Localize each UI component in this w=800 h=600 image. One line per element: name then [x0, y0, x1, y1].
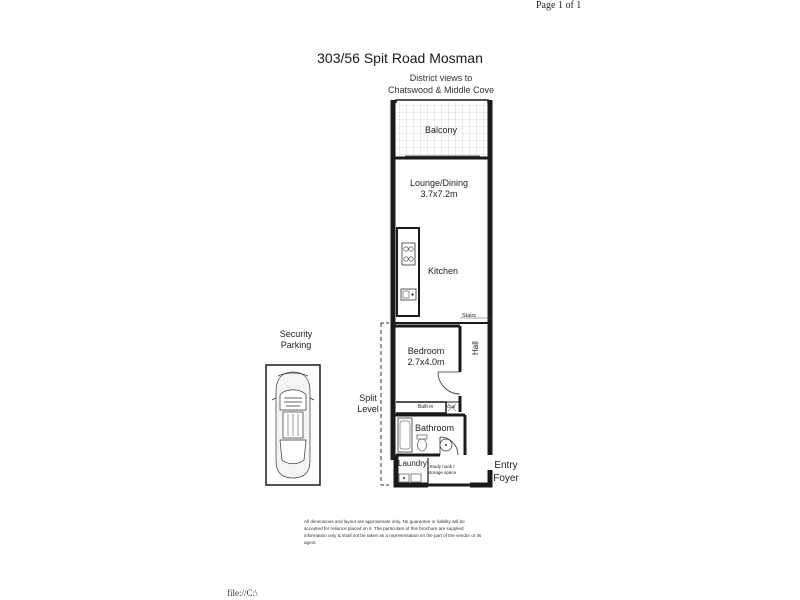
room-lounge-name: Lounge/Dining: [409, 178, 469, 188]
room-bedroom: [407, 346, 444, 368]
room-cupboard: Cup: [447, 404, 456, 409]
basin-drain: [445, 444, 447, 446]
room-bedroom-size: 2.7x4.0m: [407, 357, 445, 367]
views-note-line-2: Chatswood & Middle Cove: [387, 85, 495, 95]
room-study-line-1: Study nook /: [429, 464, 455, 469]
room-study-line-2: storage space: [427, 470, 457, 475]
balcony-railing: [396, 100, 488, 103]
room-lounge-dining: [410, 178, 468, 200]
split-level-line-1: Split: [359, 393, 377, 403]
plan-title: 303/56 Spit Road Mosman: [317, 50, 483, 66]
laundry-tub-drain: [403, 477, 405, 479]
security-parking-line-2: Parking: [280, 340, 312, 350]
room-study-nook: [428, 464, 456, 476]
security-parking-label: [280, 329, 313, 351]
kitchen-bench: [397, 228, 419, 316]
room-bathroom: Bathroom: [415, 423, 455, 433]
toilet-cistern: [417, 435, 427, 439]
car-icon: [272, 372, 314, 478]
room-laundry: Laundry: [398, 459, 427, 468]
split-level-label: [357, 393, 379, 415]
security-parking-line-1: Security: [279, 329, 313, 339]
file-path: file://C:\: [227, 588, 258, 598]
room-kitchen: Kitchen: [427, 266, 459, 276]
disclaimer-text: All dimensions and layout are approximate only. No guarantee or liability will be accepted for reliance placed on it. The particulars of this brochure are supplied information only & shall not be taken as a representation on the part of the vendor or its agent.: [304, 519, 482, 545]
room-hall: Hall: [471, 341, 480, 355]
room-built-in: Built-in: [418, 404, 434, 410]
entry-foyer-line-1: Entry: [494, 460, 518, 471]
cooktop-icon: [402, 243, 415, 265]
views-note-line-1: District views to: [409, 73, 473, 83]
split-level-line-2: Level: [357, 404, 379, 414]
room-bedroom-name: Bedroom: [407, 346, 445, 356]
room-balcony: Balcony: [424, 125, 458, 135]
room-lounge-size: 3.7x7.2m: [420, 189, 458, 199]
bedroom-door-swing: [438, 372, 460, 394]
toilet-icon: [418, 439, 427, 451]
entry-foyer-label: [493, 459, 519, 485]
washing-machine-icon: [411, 474, 421, 482]
entry-foyer-line-2: Foyer: [493, 473, 519, 484]
sink-drain: [411, 293, 413, 295]
room-stairs: Stairs: [462, 313, 477, 319]
entry-wall: [470, 470, 490, 485]
page-number: Page 1 of 1: [536, 0, 582, 11]
